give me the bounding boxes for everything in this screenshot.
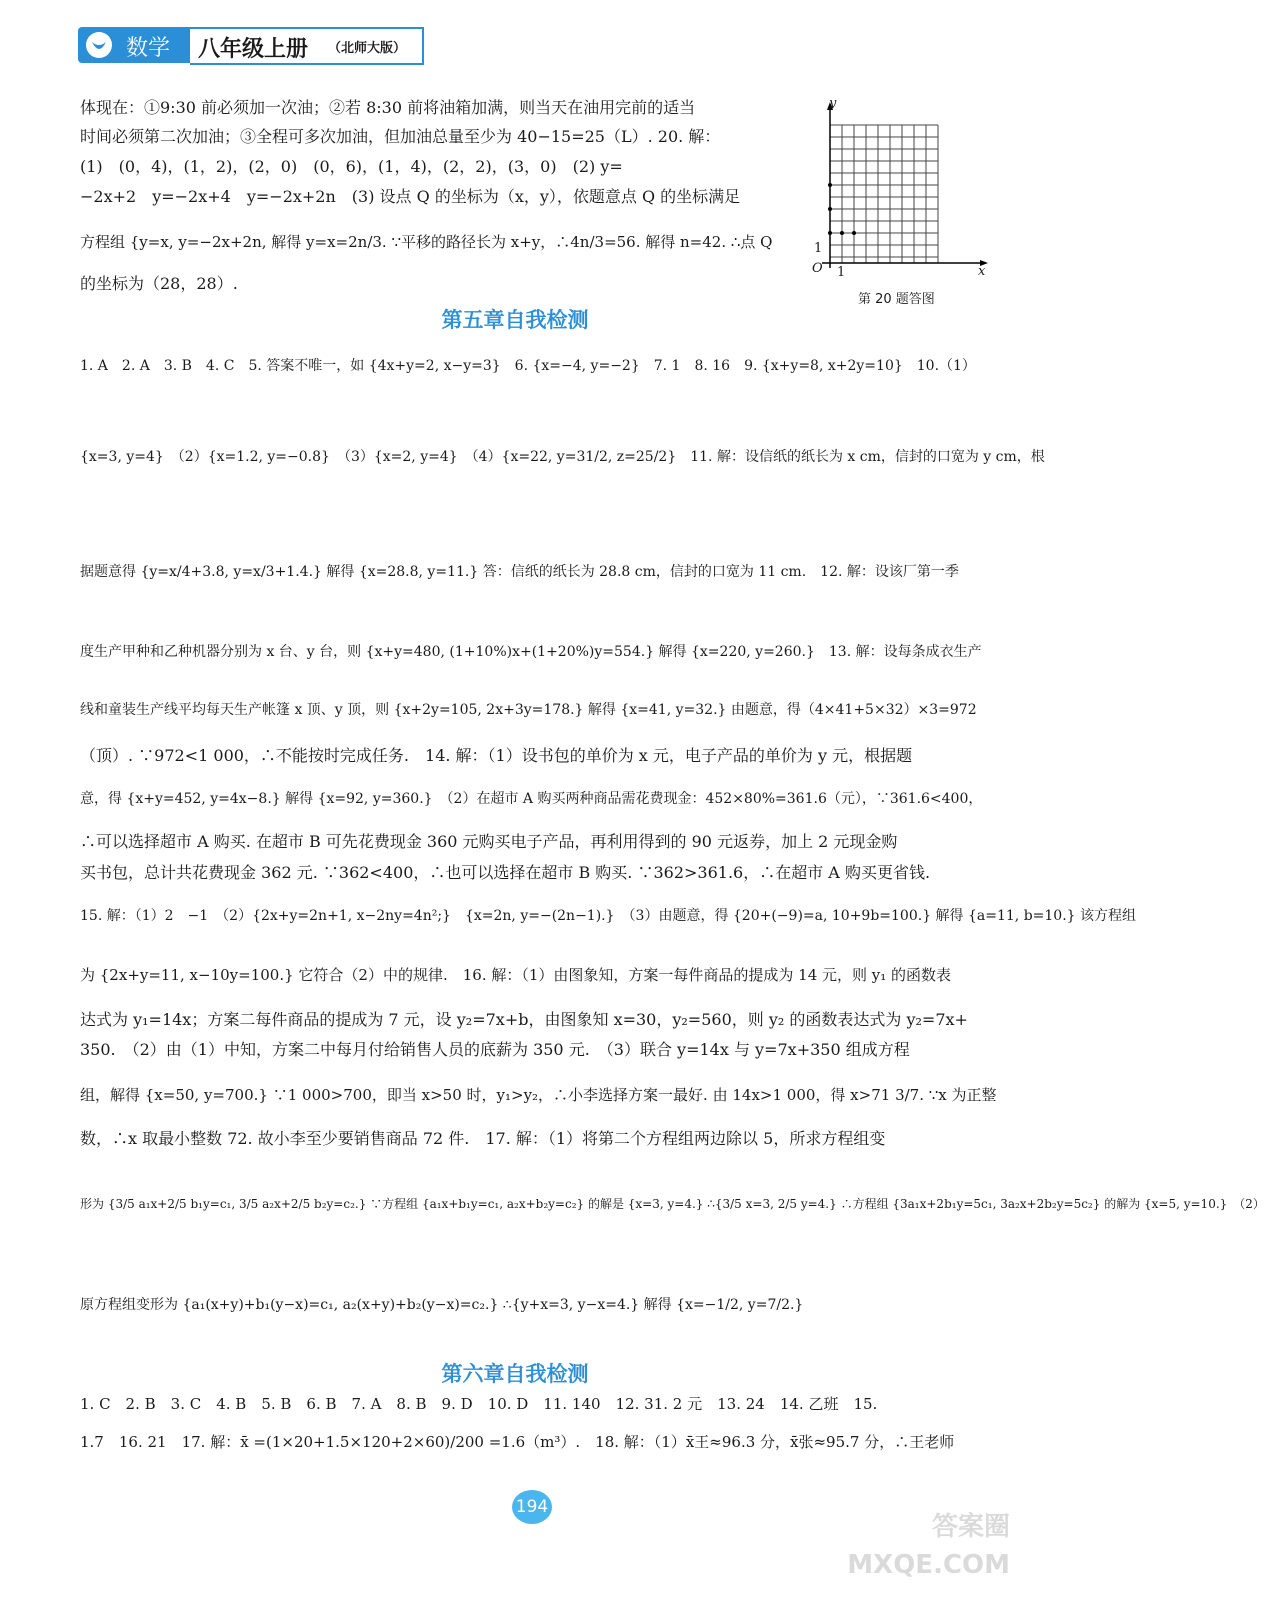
text-line: (1) (0，4)，(1，2)，(2，0) (0，6)，(1，4)，(2，2)，(3，0) (2) y= [80, 157, 623, 176]
grade-title: 八年级上册 [198, 37, 309, 62]
text-line: 1. A 2. A 3. B 4. C 5. 答案不唯一，如 {4x+y=2, x−y=3} 6. {x=−4, y=−2} 7. 1 8. 16 9. {x+y=8, x+2y=10} 10.（1） [80, 358, 976, 374]
text-line: 1.7 16. 21 17. 解：x̄ =(1×20+1.5×120+2×60)/200 =1.6（m³）. 18. 解：（1）x̄王≈96.3 分，x̄张≈95.7 分，∴王老师 [80, 1433, 955, 1451]
subject-title: 数学 [126, 36, 171, 61]
header-title-box [190, 27, 424, 65]
text-line: 形为 {3/5 a₁x+2/5 b₁y=c₁, 3/5 a₂x+2/5 b₂y=c₂.} ∵方程组 {a₁x+b₁y=c₁, a₂x+b₂y=c₂} 的解是 {x=3, y=4.} ∴{3/5 x=3, 2/5 y=4.} ∴方程组 {3a₁x+2b₁y=5c₁, 3a₂x+2b₂y=5c₂} 的解为 {x=5, y=10.} （2） [80, 1197, 1265, 1211]
x-tick-label: 1 [837, 265, 846, 280]
text-line: −2x+2 y=−2x+4 y=−2x+2n (3) 设点 Q 的坐标为（x，y），依题意点 Q 的坐标满足 [80, 187, 741, 206]
coordinate-grid [808, 98, 993, 283]
text-line: ∴可以选择超市 A 购买. 在超市 B 可先花费现金 360 元购买电子产品，再利用得到的 90 元返券，加上 2 元现金购 [80, 832, 898, 851]
text-line: 350. （2）由（1）中知，方案二中每月付给销售人员的底薪为 350 元. （3）联合 y=14x 与 y=7x+350 组成方程 [80, 1040, 910, 1059]
text-line: 意，得 {x+y=452, y=4x−8.} 解得 {x=92, y=360.} （2）在超市 A 购买两种商品需花费现金：452×80%=361.6（元），∵361.6<400， [80, 791, 983, 807]
leaf-logo-icon [84, 30, 114, 60]
watermark-text: 答案圈 MXQE.COM [847, 1512, 1010, 1580]
y-tick-label: 1 [814, 241, 823, 256]
text-line: 买书包，总计共花费现金 362 元. ∵362<400，∴也可以选择在超市 B 购买. ∵362>361.6，∴在超市 A 购买更省钱. [80, 863, 931, 882]
x-axis-label: x [978, 264, 986, 279]
chapter6-title: 第六章自我检测 [441, 1362, 589, 1386]
chapter5-title: 第五章自我检测 [441, 308, 589, 332]
text-line: （顶）. ∵972<1 000，∴不能按时完成任务. 14. 解：（1）设书包的单价为 x 元，电子产品的单价为 y 元，根据题 [80, 746, 913, 765]
text-line: {x=3, y=4} （2）{x=1.2, y=−0.8} （3）{x=2, y=4} （4）{x=22, y=31/2, z=25/2} 11. 解：设信纸的纸长为 x cm，信封的口宽为 y cm，根 [80, 449, 1045, 465]
text-line: 15. 解：（1）2 −1 （2）{2x+y=2n+1, x−2ny=4n²;} {x=2n, y=−(2n−1).} （3）由题意，得 {20+(−9)=a, 10+9b=100.} 解得 {a=11, b=10.} 该方程组 [80, 908, 1137, 924]
subject-badge [78, 27, 190, 63]
text-line: 1. C 2. B 3. C 4. B 5. B 6. B 7. A 8. B 9. D 10. D 11. 140 12. 31. 2 元 13. 24 14. 乙班 15. [80, 1395, 878, 1413]
figure-caption: 第 20 题答图 [858, 292, 935, 307]
text-line: 时间必须第二次加油；③全程可多次加油，但加油总量至少为 40−15=25（L）. 20. 解： [80, 127, 721, 146]
text-line: 体现在：①9:30 前必须加一次油；②若 8:30 前将油箱加满，则当天在油用完前的适当 [80, 98, 696, 117]
watermark [810, 1508, 1010, 1592]
y-axis-label: y [829, 96, 837, 111]
q20-grid-figure [808, 98, 993, 313]
text-line: 原方程组变形为 {a₁(x+y)+b₁(y−x)=c₁, a₂(x+y)+b₂(y−x)=c₂.} ∴{y+x=3, y−x=4.} 解得 {x=−1/2, y=7/2.} [80, 1297, 804, 1313]
text-line: 达式为 y₁=14x；方案二每件商品的提成为 7 元，设 y₂=7x+b，由图象知 x=30，y₂=560，则 y₂ 的函数表达式为 y₂=7x+ [80, 1010, 968, 1029]
text-line: 据题意得 {y=x/4+3.8, y=x/3+1.4.} 解得 {x=28.8, y=11.} 答：信纸的纸长为 28.8 cm，信封的口宽为 11 cm. 12. 解：设该厂第一季 [80, 564, 959, 580]
text-line: 度生产甲种和乙种机器分别为 x 台、y 台，则 {x+y=480, (1+10%)x+(1+20%)y=554.} 解得 {x=220, y=260.} 13. 解：设每条成衣生产 [80, 644, 982, 660]
text-line: 数，∴x 取最小整数 72. 故小李至少要销售商品 72 件. 17. 解：（1）将第二个方程组两边除以 5，所求方程组变 [80, 1129, 886, 1148]
text-line: 为 {2x+y=11, x−10y=100.} 它符合（2）中的规律. 16. 解：（1）由图象知，方案一每件商品的提成为 14 元，则 y₁ 的函数表 [80, 966, 952, 984]
text-line: 方程组 {y=x, y=−2x+2n, 解得 y=x=2n/3. ∵平移的路径长为 x+y，∴4n/3=56. 解得 n=42. ∴点 Q [80, 233, 773, 251]
page-number: 194 [512, 1490, 552, 1524]
edition-label: （北师大版） [328, 41, 407, 56]
origin-label: O [812, 261, 823, 276]
text-line: 线和童装生产线平均每天生产帐篷 x 顶、y 顶，则 {x+2y=105, 2x+3y=178.} 解得 {x=41, y=32.} 由题意，得（4×41+5×32）×3=972 [80, 702, 977, 718]
text-line: 的坐标为（28，28）. [80, 274, 238, 293]
text-line: 组，解得 {x=50, y=700.} ∵1 000>700，即当 x>50 时，y₁>y₂，∴小李选择方案一最好. 由 14x>1 000，得 x>71 3/7. ∵x 为正整 [80, 1086, 997, 1104]
